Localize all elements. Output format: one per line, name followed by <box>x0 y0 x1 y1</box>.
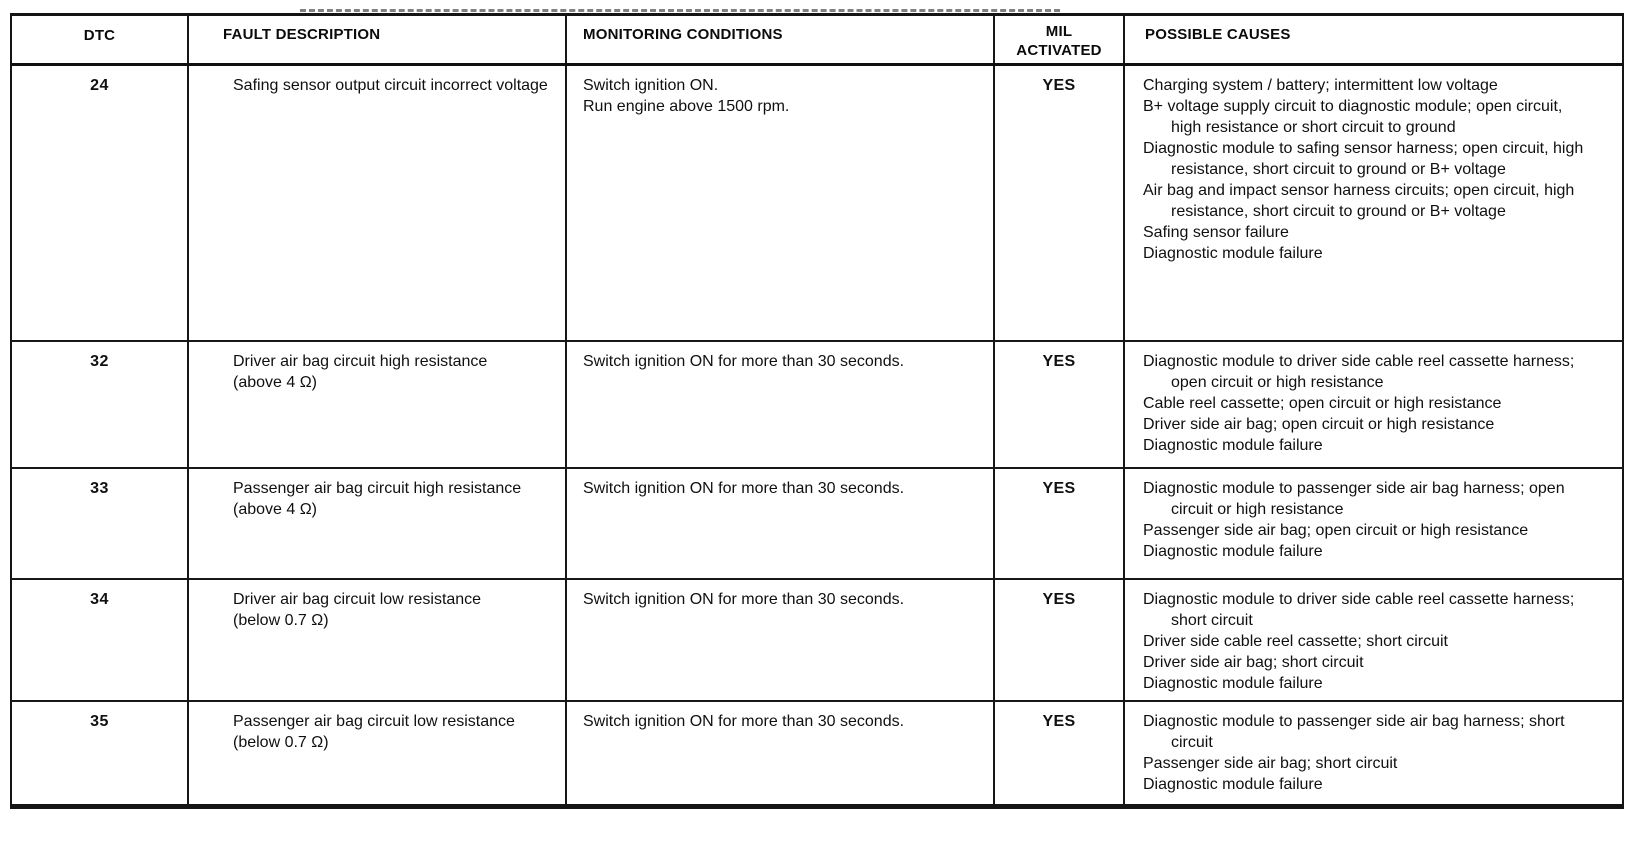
monitoring-conditions-cell <box>566 341 994 468</box>
monitoring-conditions-cell <box>566 468 994 579</box>
fault-line: Passenger air bag circuit high resistance <box>233 479 522 497</box>
table-row <box>11 579 1623 701</box>
cause-item: Driver side air bag; open circuit or high resistance <box>1143 415 1495 433</box>
fault-line: Passenger air bag circuit low resistance <box>233 712 515 730</box>
cause-item: Driver side cable reel cassette; short circuit <box>1143 632 1448 650</box>
fault-description-cell <box>188 65 566 341</box>
fault-line: (below 0.7 Ω) <box>233 733 329 751</box>
monitoring-conditions-cell <box>566 579 994 701</box>
monitoring-line: Switch ignition ON. <box>583 77 719 94</box>
cause-item: Safing sensor failure <box>1143 224 1289 241</box>
dtc-code-cell: 35 <box>90 712 109 730</box>
mil-activated-cell: YES <box>994 701 1124 807</box>
fault-line: Driver air bag circuit low resistance <box>233 590 482 608</box>
fault-description-cell <box>188 701 566 807</box>
table-row <box>11 468 1623 579</box>
header-cell-fault: FAULT DESCRIPTION <box>188 15 566 65</box>
dtc-code-cell: 32 <box>90 352 109 370</box>
fault-line: (above 4 Ω) <box>233 373 317 391</box>
mil-activated-cell: YES <box>994 65 1124 341</box>
cause-item: Driver side air bag; short circuit <box>1143 653 1364 671</box>
scan-artifact <box>300 9 1060 12</box>
header-cell-monitoring: MONITORING CONDITIONS <box>566 15 994 65</box>
mil-activated-cell: YES <box>994 341 1124 468</box>
possible-causes-cell <box>1124 341 1623 468</box>
cause-item: Charging system / battery; intermittent low voltage <box>1143 77 1498 94</box>
monitoring-conditions-cell <box>566 65 994 341</box>
cause-item: Air bag and impact sensor harness circuits; open circuit, high resistance, short circuit to ground or B+ voltage <box>1143 182 1575 220</box>
monitoring-line: Switch ignition ON for more than 30 seconds. <box>583 352 905 370</box>
monitoring-line: Run engine above 1500 rpm. <box>583 98 790 115</box>
mil-activated-cell: YES <box>994 468 1124 579</box>
cause-item: Diagnostic module failure <box>1143 542 1323 560</box>
cause-item: B+ voltage supply circuit to diagnostic module; open circuit, high resistance or short circuit to ground <box>1143 98 1563 136</box>
possible-causes-cell <box>1124 701 1623 807</box>
cause-item: Passenger side air bag; open circuit or high resistance <box>1143 521 1529 539</box>
cause-item: Diagnostic module failure <box>1143 775 1323 793</box>
monitoring-conditions-cell <box>566 701 994 807</box>
header-cell-mil: MIL ACTIVATED <box>994 15 1124 65</box>
header-cell-causes: POSSIBLE CAUSES <box>1124 15 1623 65</box>
dtc-code-cell: 34 <box>90 590 109 608</box>
monitoring-line: Switch ignition ON for more than 30 seconds. <box>583 590 905 608</box>
cause-item: Diagnostic module failure <box>1143 436 1323 454</box>
mil-activated-cell: YES <box>994 579 1124 701</box>
monitoring-line: Switch ignition ON for more than 30 seconds. <box>583 712 905 730</box>
monitoring-line: Switch ignition ON for more than 30 seconds. <box>583 479 905 497</box>
possible-causes-cell <box>1124 579 1623 701</box>
cause-item: Diagnostic module to safing sensor harness; open circuit, high resistance, short circuit to ground or B+ voltage <box>1143 140 1584 178</box>
possible-causes-cell <box>1124 468 1623 579</box>
fault-line: Safing sensor output circuit incorrect voltage <box>233 77 548 94</box>
fault-description-cell <box>188 341 566 468</box>
fault-line: (above 4 Ω) <box>233 500 317 518</box>
cause-item: Diagnostic module to driver side cable reel cassette harness; open circuit or high resistance <box>1143 352 1575 391</box>
cause-item: Passenger side air bag; short circuit <box>1143 754 1398 772</box>
table-row <box>11 701 1623 807</box>
dtc-code-cell: 33 <box>90 479 109 497</box>
fault-description-cell <box>188 579 566 701</box>
cause-item: Diagnostic module to passenger side air bag harness; short circuit <box>1143 712 1565 751</box>
header-cell-dtc: DTC <box>11 15 188 65</box>
cause-item: Diagnostic module failure <box>1143 245 1323 262</box>
dtc-fault-table <box>10 13 1624 809</box>
table-row <box>11 341 1623 468</box>
header-row <box>11 15 1623 65</box>
table-row <box>11 65 1623 341</box>
fault-line: Driver air bag circuit high resistance <box>233 352 488 370</box>
dtc-code-cell: 24 <box>90 77 109 94</box>
fault-line: (below 0.7 Ω) <box>233 611 329 629</box>
cause-item: Diagnostic module to driver side cable reel cassette harness; short circuit <box>1143 590 1575 629</box>
possible-causes-cell <box>1124 65 1623 341</box>
cause-item: Cable reel cassette; open circuit or high resistance <box>1143 394 1502 412</box>
cause-item: Diagnostic module failure <box>1143 674 1323 692</box>
fault-description-cell <box>188 468 566 579</box>
cause-item: Diagnostic module to passenger side air bag harness; open circuit or high resistance <box>1143 479 1565 518</box>
